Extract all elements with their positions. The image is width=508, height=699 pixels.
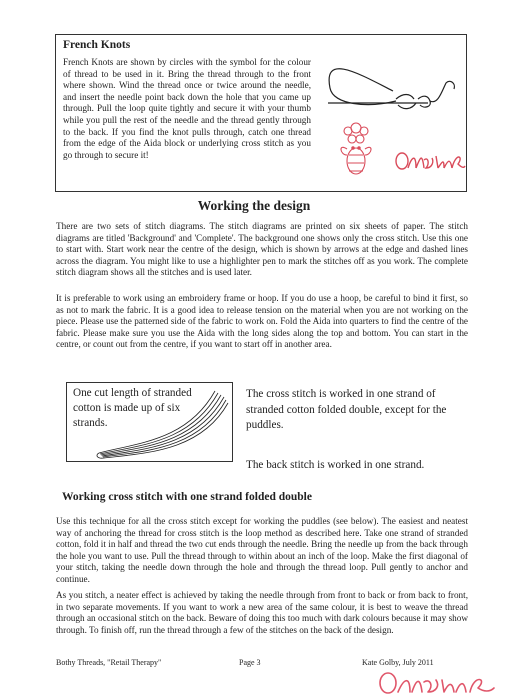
- footer-left: Bothy Threads, "Retail Therapy": [56, 658, 162, 667]
- cross-stitch-paragraph-2: As you stitch, a neater effect is achieved by taking the needle through from front to back or from back to front, in two separate movements. If you want to work a new area of the same colour, it is best to weave the thread through an occasional stitch on the back. Beware of doing this too much with dark colours because it may show through. To finish off, run the thread through a few of the stitches on the back of the design.: [56, 590, 468, 635]
- thread-strands-drawing: [67, 383, 232, 461]
- cross-stitch-paragraph-1: Use this technique for all the cross stitch except for working the puddles (see below). The easiest and neatest way of anchoring the thread for cross stitch is the loop method as described here. Take one strand of stranded cotton, fold it in half and thread the two cut ends through the needle. Bring the needle up from the back through the hole you want to use. Pull the thread through to within about an inch of the loop. Make the first diagonal of your stitch, taking the needle down through the hole and through the thread loop. Pull gently to anchor and continue.: [56, 516, 468, 584]
- thread-box-text: One cut length of stranded cotton is made up of six strands.: [73, 387, 192, 429]
- cross-stitch-note: The cross stitch is worked in one strand of stranded cotton folded double, except for the puddles.: [246, 388, 447, 431]
- cross-stitch-heading: Working cross stitch with one strand folded double: [62, 491, 312, 503]
- french-knots-text: French Knots are shown by circles with the symbol for the colour of thread to be used in it. Bring the thread through to the front where shown. Wind the thread once or twice around the needle, and insert the needle point back down the hole that you came up through. Pull the loop quite tightly and secure it with your thumb while you pull the rest of the needle and the thread gently through to the back. If you find the knot pulls through, catch one thread from the edge of the Aida block or underlying cross stitch as you go through to secure it!: [63, 57, 311, 160]
- design-paragraph-2: It is preferable to work using an embroidery frame or hoop. If you do use a hoop, be careful to bind it first, so as not to mark the fabric. It is a good idea to release tension on the material when you are not working on the piece. Please use the patterned side of the fabric to work on. Fold the Aida into quarters to find the centre of the fabric. Please make sure you use the Aida with the long sides along the top and bottom. You can start in the centre, or count out from the centre, if you want to start off in another area.: [56, 293, 468, 350]
- needle-thread-drawing: [328, 69, 454, 109]
- footer-page-number: Page 3: [239, 658, 261, 667]
- back-stitch-note: The back stitch is worked in one strand.: [246, 459, 425, 471]
- design-paragraph-1: There are two sets of stitch diagrams. The stitch diagrams are printed on six sheets of paper. The stitch diagrams are titled 'Background' and 'Complete'. The background one shows only the cross stitch. Use this one to start with. Start work near the centre of the design, which is shown by arrows at the edge and dashed lines across the diagram. You might like to use a highlighter pen to mark the stitches off as you work. The complete stitch diagram shows all the stitches and is used later.: [56, 221, 468, 278]
- french-knots-title: French Knots: [63, 39, 131, 51]
- footer-right: Kate Golby, July 2011: [362, 658, 434, 667]
- watermark-logo: [378, 670, 496, 696]
- french-knots-box: [55, 34, 467, 192]
- bee-sticker: [341, 123, 371, 174]
- signature-logo: [394, 146, 466, 174]
- working-design-heading: Working the design: [197, 198, 311, 213]
- thread-illustration-box: [66, 382, 233, 462]
